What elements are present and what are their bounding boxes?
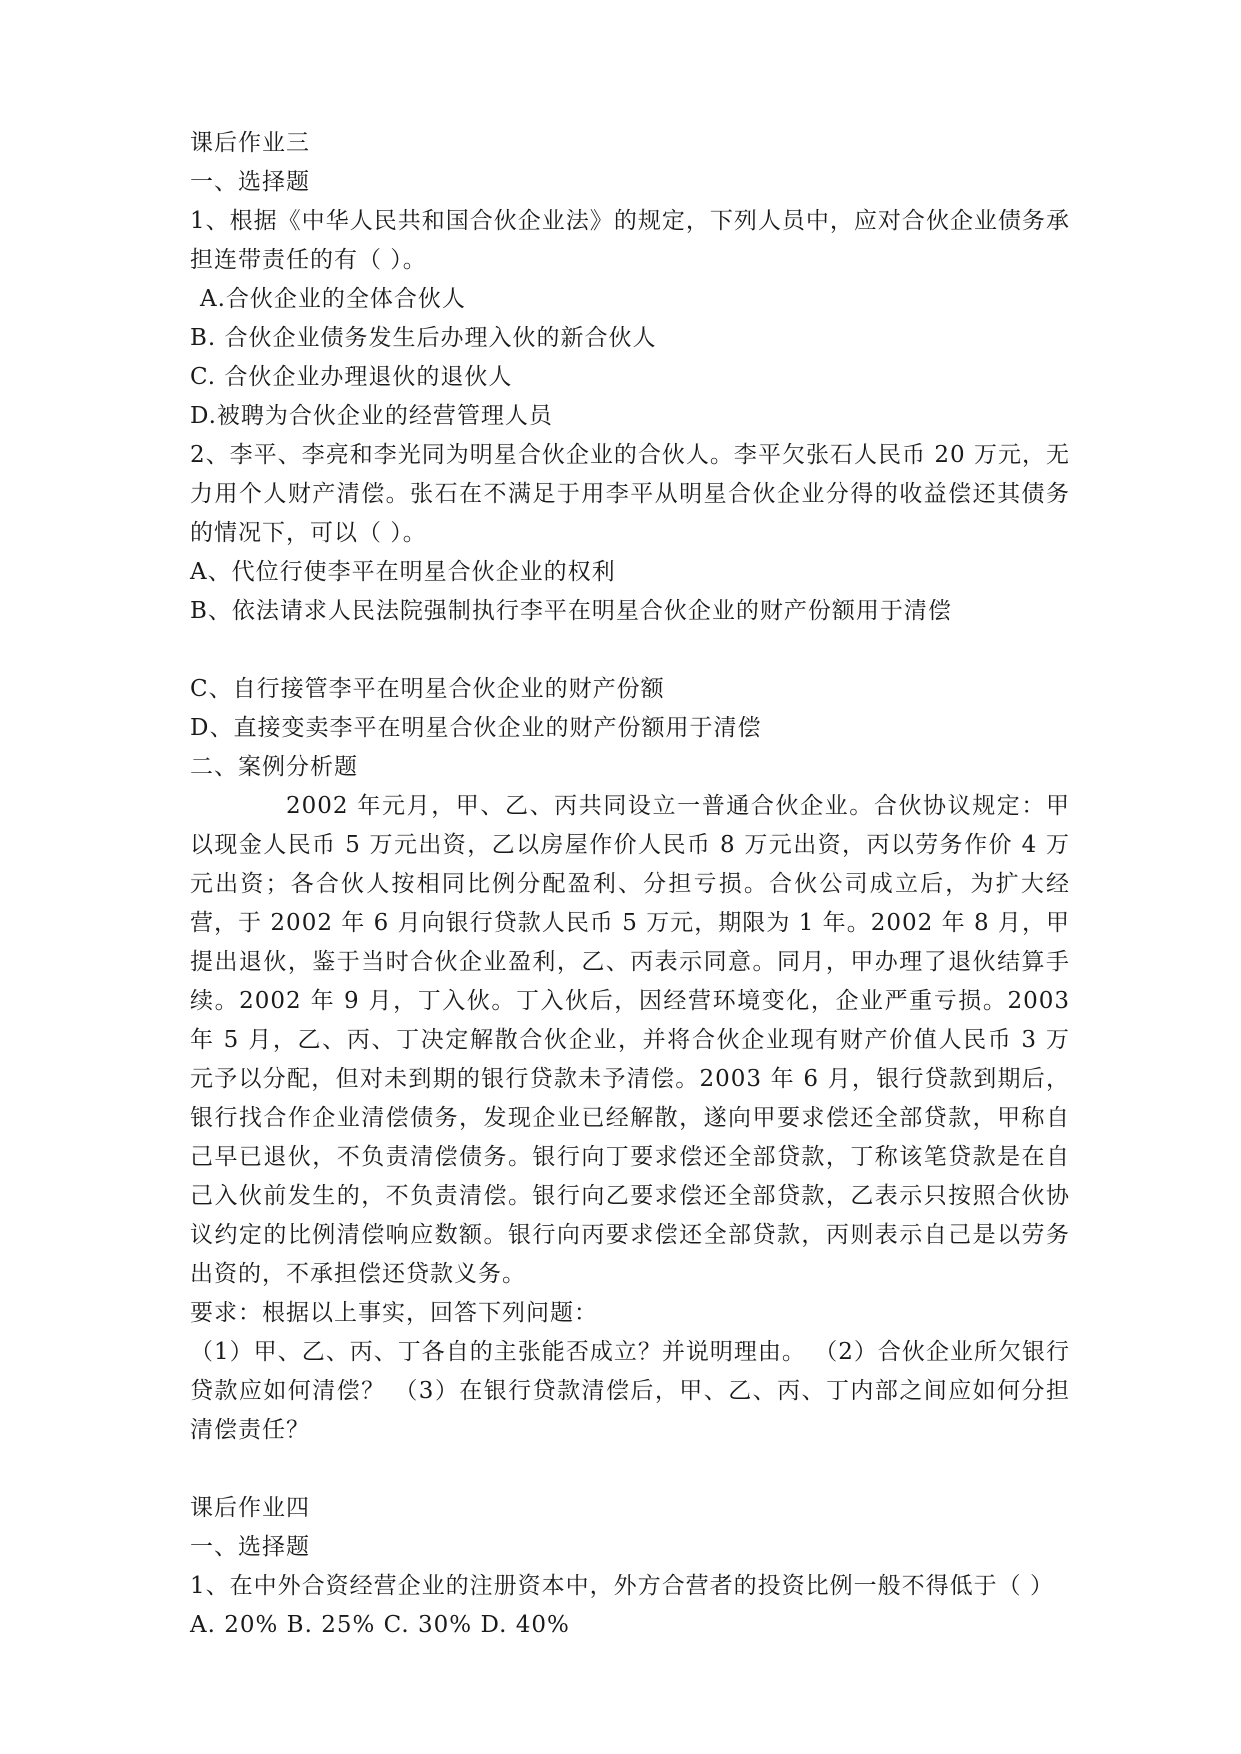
- question-1-stem: 1、根据《中华人民共和国合伙企业法》的规定，下列人员中，应对合伙企业债务承担连带责任的有（ ）。: [190, 208, 1070, 273]
- question-2-option-d: D、直接变卖李平在明星合伙企业的财产份额用于清偿: [190, 715, 762, 741]
- question-2-option-c: C、自行接管李平在明星合伙企业的财产份额: [190, 676, 665, 702]
- document-content: [190, 124, 1070, 1645]
- homework-4-question-1-stem: 1、在中外合资经营企业的注册资本中，外方合营者的投资比例一般不得低于（ ）: [190, 1573, 1054, 1599]
- case-text: 2002 年元月，甲、乙、丙共同设立一普通合伙企业。合伙协议规定：甲以现金人民币 5 万元出资，乙以房屋作价人民币 8 万元出资，丙以劳务作价 4 万元出资；各合伙人按相同比例分配盈利、分担亏损。合伙公司成立后，为扩大经营，于 2002 年 6 月向银行贷款人民币 5 万元，期限为 1 年。2002 年 8 月，甲提出退伙，鉴于当时合伙企业盈利，乙、丙表示同意。同月，甲办理了退伙结算手续。2002 年 9 月，丁入伙。丁入伙后，因经营环境变化，企业严重亏损。2003 年 5 月，乙、丙、丁决定解散合伙企业，并将合伙企业现有财产价值人民币 3 万元予以分配，但对未到期的银行贷款未予清偿。2003 年 6 月，银行贷款到期后，银行找合作企业清偿债务，发现企业已经解散，遂向甲要求偿还全部贷款，甲称自己早已退伙，不负责清偿债务。银行向丁要求偿还全部贷款，丁称该笔贷款是在自己入伙前发生的，不负责清偿。银行向乙要求偿还全部贷款，乙表示只按照合伙协议约定的比例清偿响应数额。银行向丙要求偿还全部贷款，丙则表示自己是以劳务出资的，不承担偿还贷款义务。: [190, 793, 1070, 1287]
- question-1-option-b: B. 合伙企业债务发生后办理入伙的新合伙人: [190, 325, 657, 351]
- case-questions: （1）甲、乙、丙、丁各自的主张能否成立？并说明理由。 （2）合伙企业所欠银行贷款应如何清偿？ （3）在银行贷款清偿后，甲、乙、丙、丁内部之间应如何分担清偿责任？: [190, 1339, 1070, 1443]
- spacer: [190, 1450, 1070, 1489]
- question-1-option-a: A.合伙企业的全体合伙人: [200, 286, 466, 312]
- question-2-option-b: B、依法请求人民法院强制执行李平在明星合伙企业的财产份额用于清偿: [190, 598, 952, 624]
- section-multiple-choice-heading: 一、选择题: [190, 169, 310, 195]
- question-1-option-d: D.被聘为合伙企业的经营管理人员: [190, 403, 553, 429]
- question-1-option-c: C. 合伙企业办理退伙的退伙人: [190, 364, 513, 390]
- question-2-stem: 2、李平、李亮和李光同为明星合伙企业的合伙人。李平欠张石人民币 20 万元，无力用个人财产清偿。张石在不满足于用李平从明星合伙企业分得的收益偿还其债务的情况下，可以（ ）。: [190, 442, 1070, 546]
- homework-4-title: 课后作业四: [190, 1495, 310, 1521]
- homework-4-section-heading: 一、选择题: [190, 1534, 310, 1560]
- spacer: [190, 631, 1070, 670]
- homework-3-title: 课后作业三: [190, 130, 310, 156]
- section-case-analysis-heading: 二、案例分析题: [190, 754, 358, 780]
- question-2-option-a: A、代位行使李平在明星合伙企业的权利: [190, 559, 616, 585]
- case-requirement: 要求：根据以上事实，回答下列问题：: [190, 1300, 598, 1326]
- homework-4-question-1-options: A. 20% B. 25% C. 30% D. 40%: [190, 1612, 570, 1638]
